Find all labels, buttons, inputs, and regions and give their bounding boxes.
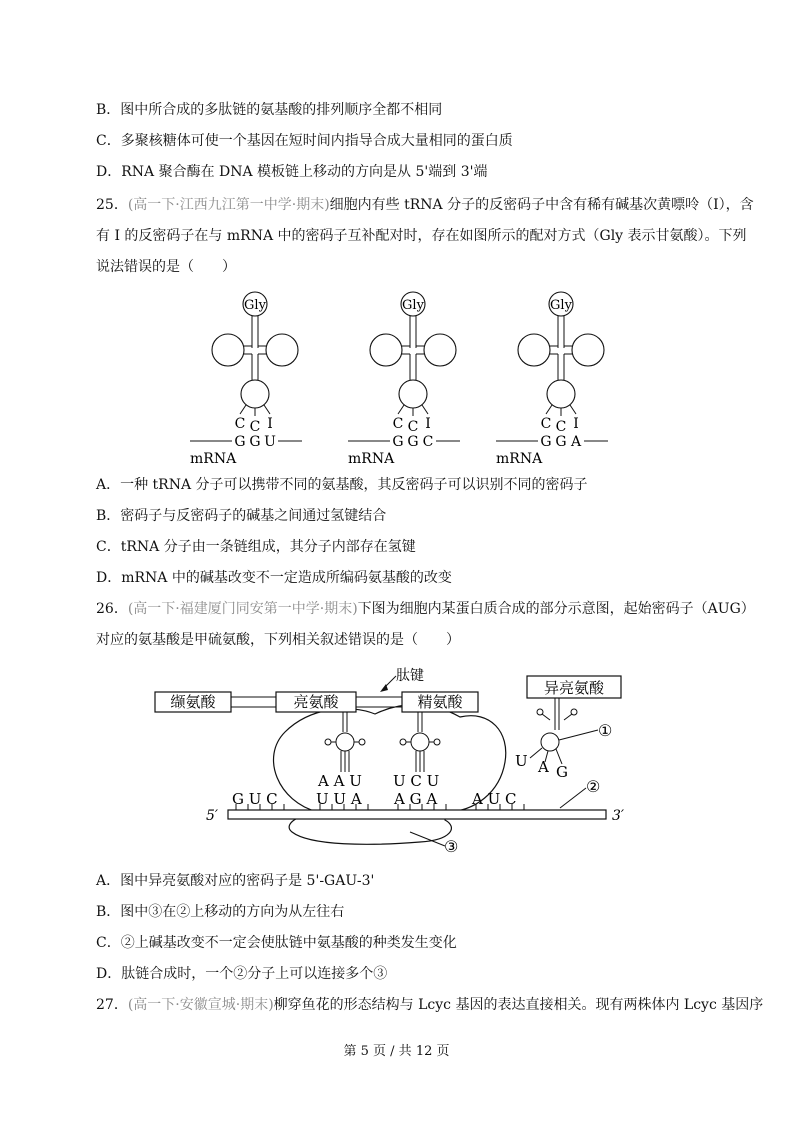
free-trna-base-3: G — [556, 763, 568, 781]
codon-3: A G A — [394, 790, 438, 808]
mrna-label: mRNA — [190, 451, 237, 467]
marker-2: ② — [586, 777, 601, 796]
codon-base: G — [407, 434, 419, 450]
q26-stem-line1 — [96, 599, 755, 619]
anticodon-base: C — [540, 416, 552, 432]
anticodon-loop — [241, 380, 269, 408]
q26-source: (高一下·福建厦门同安第一中学·期末) — [127, 601, 358, 617]
anticodon-1: A A U — [318, 772, 362, 790]
q25-option-a: A．一种 tRNA 分子可以携带不同的氨基酸，其反密码子可以识别不同的密码子 — [96, 477, 588, 493]
q25-stem-line1 — [96, 195, 754, 215]
free-trna — [530, 698, 598, 764]
q26-translation-figure — [170, 662, 640, 862]
t-loop — [424, 334, 456, 366]
option-c: C．多聚核糖体可使一个基因在短时间内指导合成大量相同的蛋白质 — [96, 133, 513, 149]
anticodon-base: C — [555, 419, 567, 435]
anticodon-base: C — [234, 416, 246, 432]
q25-stem-line2: 有 I 的反密码子在与 mRNA 中的密码子互补配对时，存在如图所示的配对方式（Gly 表示甘氨酸）。下列 — [96, 228, 747, 244]
option-b: B．图中所合成的多肽链的氨基酸的排列顺序全都不相同 — [96, 102, 443, 118]
amino-acid-2: 亮氨酸 — [293, 693, 339, 711]
anticodon-base: C — [249, 419, 261, 435]
anticodon-base: C — [407, 419, 419, 435]
codon-base: G — [555, 434, 567, 450]
codon-base: G — [234, 434, 246, 450]
q25-option-c: C．tRNA 分子由一条链组成，其分子内部存在氢键 — [96, 539, 416, 555]
codon-base: G — [392, 434, 404, 450]
anticodon-loop — [399, 380, 427, 408]
q26-option-a: A．图中异亮氨酸对应的密码子是 5'-GAU-3' — [96, 873, 375, 889]
trna-panel-3 — [496, 292, 608, 467]
gly-label: Gly — [550, 298, 572, 313]
five-prime-end: 5′ — [206, 808, 219, 824]
q26-option-b: B．图中③在②上移动的方向为从左往右 — [96, 904, 345, 920]
q26-text1: 下图为细胞内某蛋白质合成的部分示意图，起始密码子（AUG） — [357, 601, 755, 617]
d-loop — [212, 334, 244, 366]
q27-number: 27． — [96, 997, 128, 1013]
codon-4: A U C — [472, 790, 517, 808]
q25-option-b: B．密码子与反密码子的碱基之间通过氢键结合 — [96, 508, 387, 524]
trna-bound-2 — [400, 712, 440, 772]
q26-stem-line2: 对应的氨基酸是甲硫氨酸，下列相关叙述错误的是（ ） — [96, 632, 460, 648]
trna-panel-1 — [190, 292, 302, 467]
mrna-label: mRNA — [348, 451, 395, 467]
t-loop — [572, 334, 604, 366]
d-loop — [518, 334, 550, 366]
q27-text1: 柳穿鱼花的形态结构与 Lcyc 基因的表达直接相关。现有两株体内 Lcyc 基因序 — [273, 997, 764, 1013]
page-footer: 第 5 页 / 共 12 页 — [343, 1044, 450, 1059]
q25-text1: 细胞内有些 tRNA 分子的反密码子中含有稀有碱基次黄嘌呤（I），含 — [329, 197, 754, 213]
marker-1: ① — [598, 721, 613, 740]
option-d: D．RNA 聚合酶在 DNA 模板链上移动的方向是从 5'端到 3'端 — [96, 164, 488, 180]
free-amino-acid: 异亮氨酸 — [543, 679, 605, 697]
marker-3: ③ — [444, 837, 459, 856]
amino-acid-3: 精氨酸 — [417, 693, 463, 711]
codon-2: U U A — [316, 790, 362, 808]
trna-bound-1 — [325, 712, 365, 772]
q27-source: (高一下·安徽宣城·期末) — [127, 997, 274, 1013]
mrna-label: mRNA — [496, 451, 543, 467]
three-prime-end: 3′ — [612, 808, 625, 824]
codon-base: G — [540, 434, 552, 450]
q25-number: 25． — [96, 197, 128, 213]
free-trna-base-1: U — [515, 752, 528, 770]
q25-source: (高一下·江西九江第一中学·期末) — [127, 197, 330, 213]
codon-1: G U C — [232, 790, 278, 808]
t-loop — [266, 334, 298, 366]
ribosome-shape — [274, 705, 506, 845]
q25-option-d: D．mRNA 中的碱基改变不一定造成所编码氨基酸的改变 — [96, 570, 452, 586]
q25-trna-figure — [180, 288, 640, 468]
free-trna-base-2: A — [538, 758, 549, 776]
amino-acid-1: 缬氨酸 — [170, 693, 216, 711]
anticodon-base: I — [573, 416, 579, 432]
gly-label: Gly — [402, 298, 424, 313]
anticodon-base: I — [267, 416, 273, 432]
q26-option-d: D．肽链合成时，一个②分子上可以连接多个③ — [96, 966, 388, 982]
mrna-strand — [228, 810, 606, 819]
codon-base: A — [570, 434, 582, 450]
q25-stem-line3: 说法错误的是（ ） — [96, 259, 236, 275]
q27-stem-line1 — [96, 995, 763, 1015]
gly-label: Gly — [244, 298, 266, 313]
trna-panel-2 — [348, 292, 460, 467]
anticodon-loop — [547, 380, 575, 408]
anticodon-base: C — [392, 416, 404, 432]
q26-number: 26． — [96, 601, 128, 617]
q26-option-c: C．②上碱基改变不一定会使肽链中氨基酸的种类发生变化 — [96, 935, 457, 951]
codon-base: C — [422, 434, 434, 450]
peptide-bond-label: 肽键 — [396, 668, 424, 684]
anticodon-2: U C U — [393, 772, 440, 790]
anticodon-base: I — [425, 416, 431, 432]
codon-base: U — [264, 434, 276, 450]
codon-base: G — [249, 434, 261, 450]
d-loop — [370, 334, 402, 366]
